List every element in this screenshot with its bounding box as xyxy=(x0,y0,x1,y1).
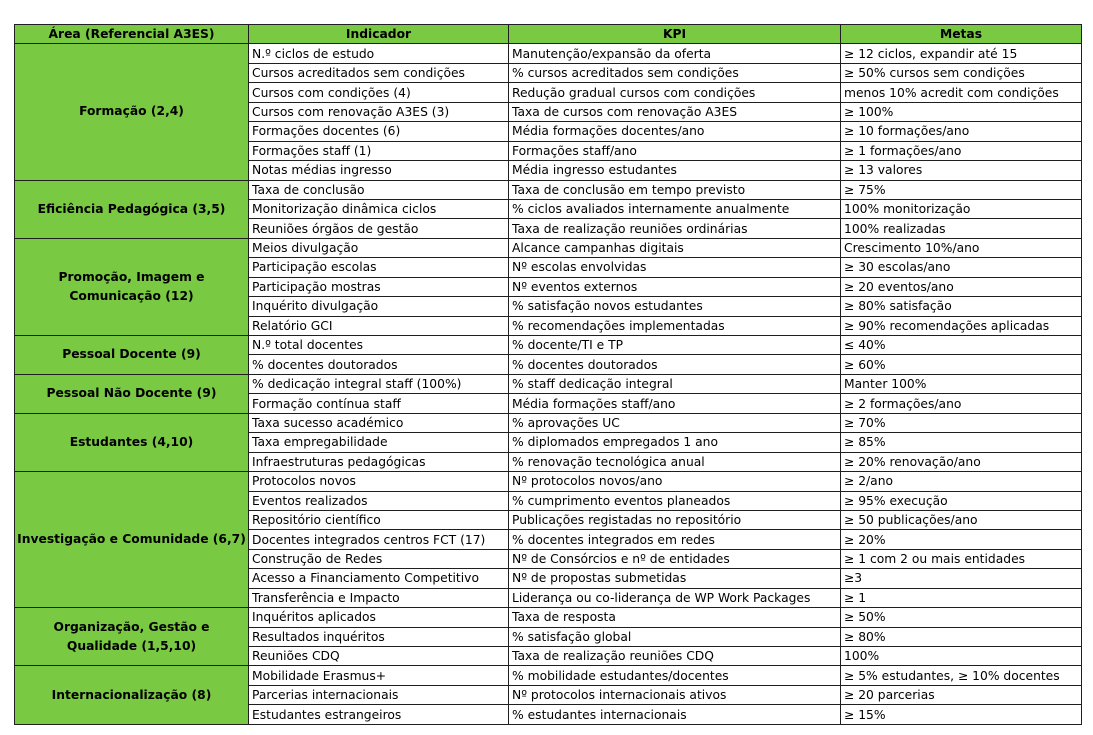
kpi-cell: Redução gradual cursos com condições xyxy=(509,83,841,102)
indicator-cell: Cursos acreditados sem condições xyxy=(249,63,509,82)
target-cell: ≥ 2/ano xyxy=(841,472,1082,491)
target-cell: Manter 100% xyxy=(841,374,1082,393)
target-cell: ≥ 1 formações/ano xyxy=(841,141,1082,160)
indicator-cell: Taxa sucesso académico xyxy=(249,413,509,432)
target-cell: ≥ 50% cursos sem condições xyxy=(841,63,1082,82)
indicator-cell: Eventos realizados xyxy=(249,491,509,510)
kpi-cell: Nº de propostas submetidas xyxy=(509,569,841,588)
kpi-cell: Nº protocolos novos/ano xyxy=(509,472,841,491)
indicator-cell: Mobilidade Erasmus+ xyxy=(249,666,509,685)
indicator-cell: % dedicação integral staff (100%) xyxy=(249,374,509,393)
kpi-cell: Publicações registadas no repositório xyxy=(509,510,841,529)
table-row xyxy=(15,374,1082,393)
indicator-cell: N.º total docentes xyxy=(249,336,509,355)
target-cell: ≥ 20% renovação/ano xyxy=(841,452,1082,471)
kpi-table xyxy=(14,24,1082,725)
indicator-cell: Relatório GCI xyxy=(249,316,509,335)
table-row xyxy=(15,44,1082,63)
area-cell: Eficiência Pedagógica (3,5) xyxy=(15,180,249,238)
kpi-cell: % staff dedicação integral xyxy=(509,374,841,393)
kpi-cell: % mobilidade estudantes/docentes xyxy=(509,666,841,685)
area-cell: Internacionalização (8) xyxy=(15,666,249,724)
area-cell: Estudantes (4,10) xyxy=(15,413,249,471)
target-cell: ≥ 90% recomendações aplicadas xyxy=(841,316,1082,335)
indicator-cell: Monitorização dinâmica ciclos xyxy=(249,199,509,218)
indicator-cell: Resultados inquéritos xyxy=(249,627,509,646)
indicator-cell: Parcerias internacionais xyxy=(249,685,509,704)
target-cell: 100% monitorização xyxy=(841,199,1082,218)
kpi-cell: Taxa de conclusão em tempo previsto xyxy=(509,180,841,199)
table-row xyxy=(15,413,1082,432)
target-cell: ≥ 50 publicações/ano xyxy=(841,510,1082,529)
table-row xyxy=(15,238,1082,257)
kpi-cell: % satisfação global xyxy=(509,627,841,646)
kpi-cell: % estudantes internacionais xyxy=(509,705,841,724)
target-cell: ≥ 13 valores xyxy=(841,161,1082,180)
indicator-cell: Formação contínua staff xyxy=(249,394,509,413)
header-targets: Metas xyxy=(841,25,1082,44)
kpi-cell: Nº de Consórcios e nº de entidades xyxy=(509,549,841,568)
kpi-cell: Alcance campanhas digitais xyxy=(509,238,841,257)
kpi-cell: Liderança ou co-liderança de WP Work Packages xyxy=(509,588,841,607)
kpi-cell: % cumprimento eventos planeados xyxy=(509,491,841,510)
target-cell: ≥ 70% xyxy=(841,413,1082,432)
target-cell: ≥ 1 xyxy=(841,588,1082,607)
table-row xyxy=(15,666,1082,685)
header-area: Área (Referencial A3ES) xyxy=(15,25,249,44)
kpi-cell: % docentes doutorados xyxy=(509,355,841,374)
kpi-cell: % satisfação novos estudantes xyxy=(509,297,841,316)
table-body xyxy=(15,44,1082,724)
target-cell: 100% realizadas xyxy=(841,219,1082,238)
target-cell: ≥ 1 com 2 ou mais entidades xyxy=(841,549,1082,568)
target-cell: ≥ 10 formações/ano xyxy=(841,122,1082,141)
indicator-cell: Cursos com condições (4) xyxy=(249,83,509,102)
area-cell: Organização, Gestão e Qualidade (1,5,10) xyxy=(15,608,249,666)
indicator-cell: Notas médias ingresso xyxy=(249,161,509,180)
target-cell: ≥ 50% xyxy=(841,608,1082,627)
indicator-cell: N.º ciclos de estudo xyxy=(249,44,509,63)
kpi-cell: Nº protocolos internacionais ativos xyxy=(509,685,841,704)
kpi-cell: Média formações staff/ano xyxy=(509,394,841,413)
indicator-cell: Acesso a Financiamento Competitivo xyxy=(249,569,509,588)
target-cell: Crescimento 10%/ano xyxy=(841,238,1082,257)
indicator-cell: Taxa empregabilidade xyxy=(249,433,509,452)
indicator-cell: Reuniões órgãos de gestão xyxy=(249,219,509,238)
kpi-cell: Formações staff/ano xyxy=(509,141,841,160)
kpi-cell: % ciclos avaliados internamente anualmente xyxy=(509,199,841,218)
target-cell: ≥ 20 parcerias xyxy=(841,685,1082,704)
target-cell: ≥ 12 ciclos, expandir até 15 xyxy=(841,44,1082,63)
kpi-cell: Taxa de realização reuniões CDQ xyxy=(509,647,841,666)
area-cell: Investigação e Comunidade (6,7) xyxy=(15,472,249,608)
indicator-cell: Docentes integrados centros FCT (17) xyxy=(249,530,509,549)
header-kpi: KPI xyxy=(509,25,841,44)
kpi-cell: % docente/TI e TP xyxy=(509,336,841,355)
target-cell: ≥ 30 escolas/ano xyxy=(841,258,1082,277)
target-cell: ≤ 40% xyxy=(841,336,1082,355)
target-cell: ≥ 95% execução xyxy=(841,491,1082,510)
kpi-cell: Nº escolas envolvidas xyxy=(509,258,841,277)
target-cell: ≥ 100% xyxy=(841,102,1082,121)
target-cell: ≥ 75% xyxy=(841,180,1082,199)
area-cell: Pessoal Não Docente (9) xyxy=(15,374,249,413)
area-cell: Promoção, Imagem e Comunicação (12) xyxy=(15,238,249,335)
header-indicator: Indicador xyxy=(249,25,509,44)
area-cell: Pessoal Docente (9) xyxy=(15,336,249,375)
kpi-cell: % diplomados empregados 1 ano xyxy=(509,433,841,452)
kpi-cell: % docentes integrados em redes xyxy=(509,530,841,549)
kpi-cell: Manutenção/expansão da oferta xyxy=(509,44,841,63)
indicator-cell: Repositório científico xyxy=(249,510,509,529)
target-cell: ≥ 5% estudantes, ≥ 10% docentes xyxy=(841,666,1082,685)
indicator-cell: Taxa de conclusão xyxy=(249,180,509,199)
kpi-cell: % cursos acreditados sem condições xyxy=(509,63,841,82)
header-row xyxy=(15,25,1082,44)
indicator-cell: Inquérito divulgação xyxy=(249,297,509,316)
indicator-cell: Construção de Redes xyxy=(249,549,509,568)
indicator-cell: Infraestruturas pedagógicas xyxy=(249,452,509,471)
indicator-cell: Meios divulgação xyxy=(249,238,509,257)
indicator-cell: Transferência e Impacto xyxy=(249,588,509,607)
table-row xyxy=(15,608,1082,627)
target-cell: ≥ 60% xyxy=(841,355,1082,374)
indicator-cell: Participação escolas xyxy=(249,258,509,277)
indicator-cell: Formações staff (1) xyxy=(249,141,509,160)
indicator-cell: Inquéritos aplicados xyxy=(249,608,509,627)
indicator-cell: Cursos com renovação A3ES (3) xyxy=(249,102,509,121)
indicator-cell: Estudantes estrangeiros xyxy=(249,705,509,724)
kpi-cell: Taxa de realização reuniões ordinárias xyxy=(509,219,841,238)
table-row xyxy=(15,336,1082,355)
indicator-cell: % docentes doutorados xyxy=(249,355,509,374)
area-cell: Formação (2,4) xyxy=(15,44,249,180)
table-row xyxy=(15,472,1082,491)
target-cell: ≥3 xyxy=(841,569,1082,588)
target-cell: ≥ 80% xyxy=(841,627,1082,646)
target-cell: 100% xyxy=(841,647,1082,666)
indicator-cell: Participação mostras xyxy=(249,277,509,296)
kpi-cell: % recomendações implementadas xyxy=(509,316,841,335)
kpi-cell: % renovação tecnológica anual xyxy=(509,452,841,471)
kpi-cell: % aprovações UC xyxy=(509,413,841,432)
target-cell: ≥ 15% xyxy=(841,705,1082,724)
kpi-cell: Nº eventos externos xyxy=(509,277,841,296)
kpi-cell: Média ingresso estudantes xyxy=(509,161,841,180)
indicator-cell: Reuniões CDQ xyxy=(249,647,509,666)
indicator-cell: Protocolos novos xyxy=(249,472,509,491)
kpi-cell: Média formações docentes/ano xyxy=(509,122,841,141)
target-cell: ≥ 20 eventos/ano xyxy=(841,277,1082,296)
kpi-cell: Taxa de resposta xyxy=(509,608,841,627)
indicator-cell: Formações docentes (6) xyxy=(249,122,509,141)
table-row xyxy=(15,180,1082,199)
target-cell: ≥ 85% xyxy=(841,433,1082,452)
target-cell: ≥ 2 formações/ano xyxy=(841,394,1082,413)
target-cell: ≥ 20% xyxy=(841,530,1082,549)
target-cell: menos 10% acredit com condições xyxy=(841,83,1082,102)
target-cell: ≥ 80% satisfação xyxy=(841,297,1082,316)
kpi-cell: Taxa de cursos com renovação A3ES xyxy=(509,102,841,121)
